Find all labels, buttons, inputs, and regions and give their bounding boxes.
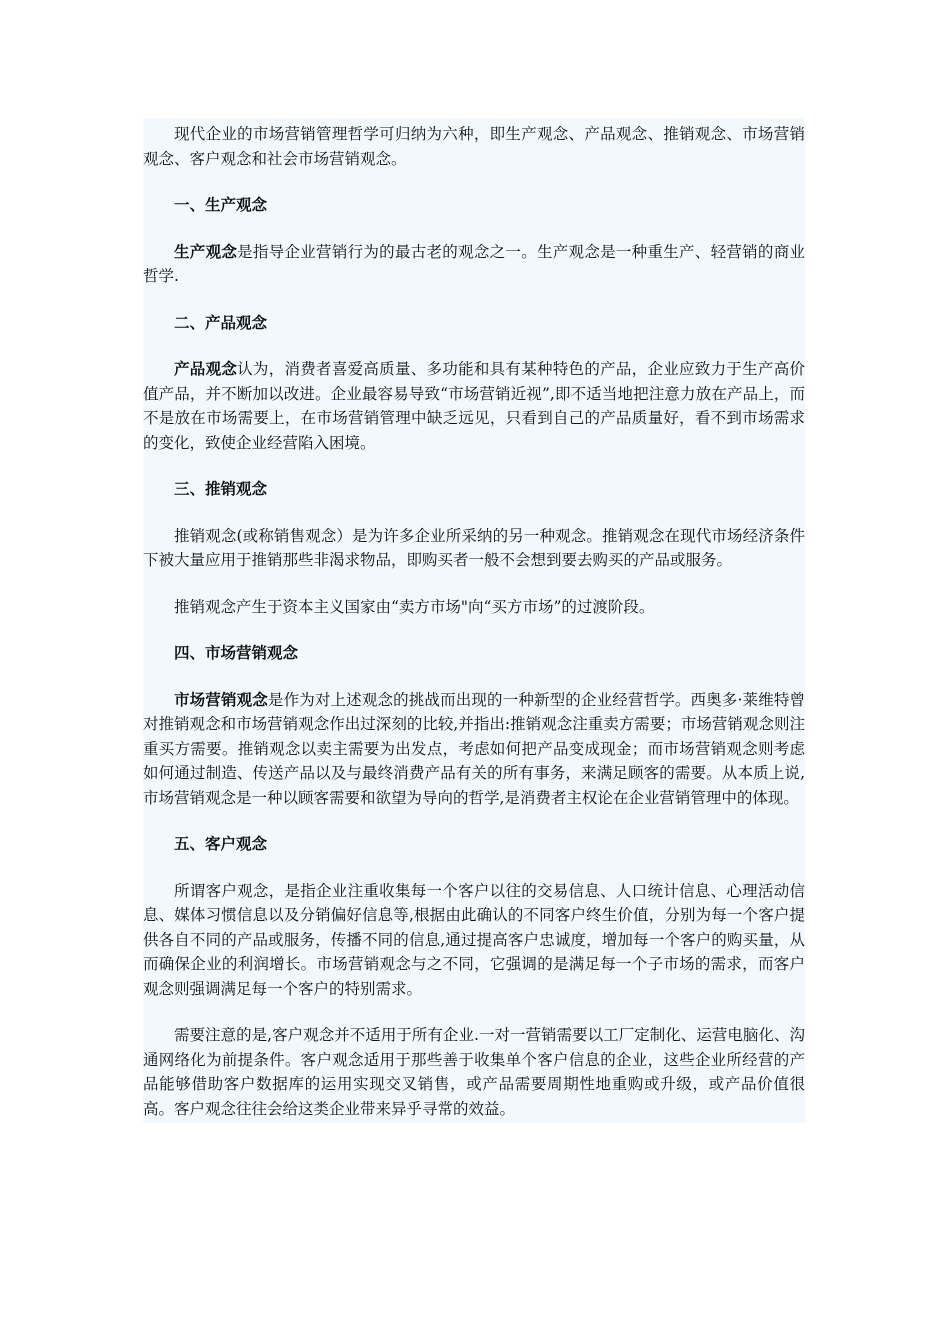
term-marketing-concept: 市场营销观念 (174, 689, 268, 709)
document-body (143, 118, 805, 1123)
paragraph-production (143, 240, 805, 289)
section-heading-production: 一、生产观念 (174, 195, 268, 214)
paragraph-selling-2: 推销观念产生于资本主义国家由“卖方市场"向“买方市场”的过渡阶段。 (174, 597, 655, 616)
section-heading-selling: 三、推销观念 (174, 479, 268, 498)
paragraph-marketing-text: 是作为对上述观念的挑战而出现的一种新型的企业经营哲学。西奥多·莱维特曾对推销观念和市场营销观念作出过深刻的比较,并指出:推销观念注重卖方需要；市场营销观念则注重买方需要。推销观念以卖主需要为出发点，考虑如何把产品变成现金；而市场营销观念则考虑如何通过制造、传送产品以及与最终消费产品有关的所有事务，来满足顾客的需要。从本质上说,市场营销观念是一种以顾客需要和欲望为导向的哲学,是消费者主权论在企业营销管理中的体现。 (143, 690, 805, 807)
section-heading-marketing: 四、市场营销观念 (174, 643, 299, 662)
paragraph-marketing (143, 688, 805, 811)
paragraph-production-text: 是指导企业营销行为的最古老的观念之一。生产观念是一种重生产、轻营销的商业哲学. (143, 242, 805, 285)
paragraph-customer-1: 所谓客户观念，是指企业注重收集每一个客户以往的交易信息、人口统计信息、心理活动信息、媒体习惯信息以及分销偏好信息等,根据由此确认的不同客户终生价值，分别为每一个客户提供各自不同的产品或服务，传播不同的信息,通过提高客户忠诚度，增加每一个客户的购买量，从而确保企业的利润增长。市场营销观念与之不同，它强调的是满足每一个子市场的需求，而客户观念则强调满足每一个客户的特别需求。 (143, 881, 805, 998)
paragraph-customer-2: 需要注意的是,客户观念并不适用于所有企业.一对一营销需要以工厂定制化、运营电脑化、沟通网络化为前提条件。客户观念适用于那些善于收集单个客户信息的企业，这些企业所经营的产品能够借助客户数据库的运用实现交叉销售，或产品需要周期性地重购或升级，或产品价值很高。客户观念往往会给这类企业带来异乎寻常的效益。 (143, 1026, 805, 1118)
intro-paragraph: 现代企业的市场营销管理哲学可归纳为六种，即生产观念、产品观念、推销观念、市场营销观念、客户观念和社会市场营销观念。 (143, 125, 805, 168)
term-production-concept: 生产观念 (174, 241, 238, 261)
section-heading-product: 二、产品观念 (174, 312, 268, 332)
paragraph-selling-1: 推销观念(或称销售观念）是为许多企业所采纳的另一种观念。推销观念在现代市场经济条件下被大量应用于推销那些非渴求物品，即购买者一般不会想到要去购买的产品或服务。 (143, 526, 805, 569)
paragraph-product (143, 357, 805, 455)
section-heading-customer: 五、客户观念 (174, 834, 268, 853)
term-product-concept: 产品观念 (174, 359, 238, 378)
paragraph-product-text: 认为，消费者喜爱高质量、多功能和具有某种特色的产品，企业应致力于生产高价值产品，并不断加以改进。企业最容易导致“市场营销近视”,即不适当地把注意力放在产品上，而不是放在市场需要上，在市场营销管理中缺乏远见，只看到自己的产品质量好，看不到市场需求的变化，致使企业经营陷入困境。 (143, 360, 805, 452)
